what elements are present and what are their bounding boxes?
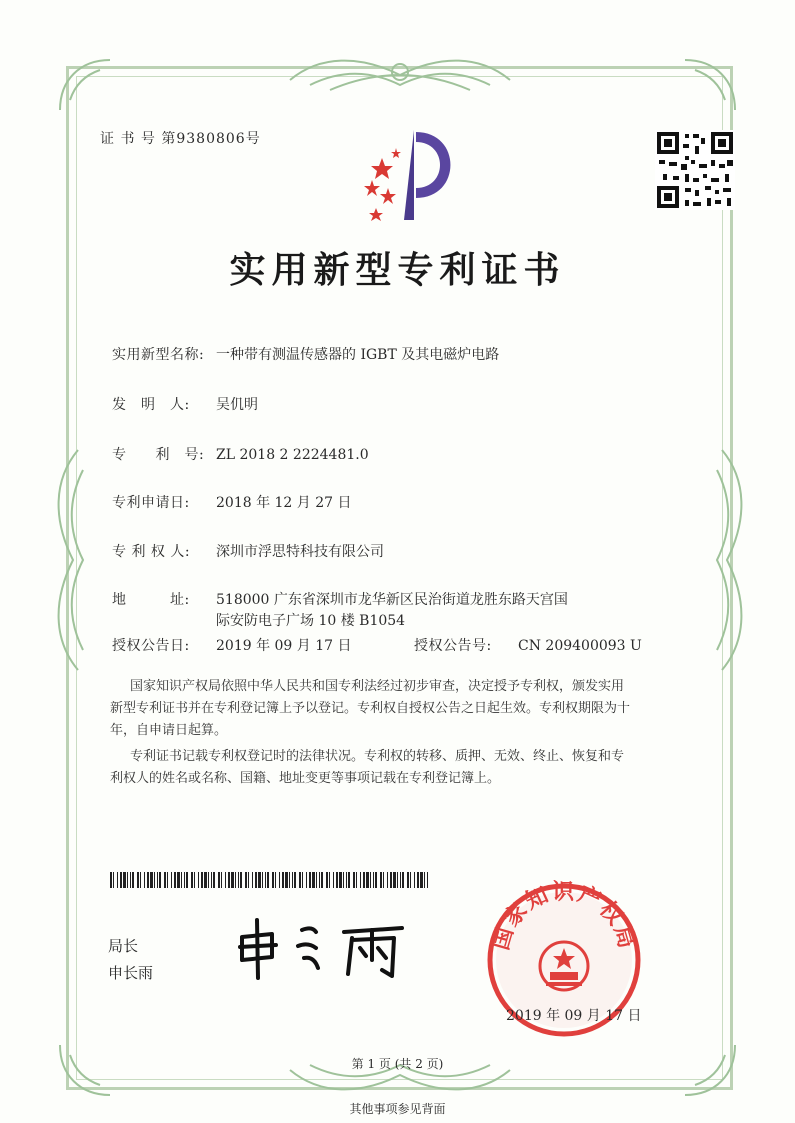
field-value: 吴仉明 bbox=[216, 397, 258, 413]
director-signature bbox=[232, 912, 412, 982]
qr-code bbox=[655, 130, 735, 210]
field-label: 地 址: bbox=[112, 592, 190, 608]
field-patent-number bbox=[112, 445, 369, 465]
field-value: 2019 年 09 月 17 日 bbox=[216, 638, 352, 654]
page-number: 第 1 页 (共 2 页) bbox=[351, 1057, 444, 1071]
cnipa-logo bbox=[352, 120, 472, 232]
paragraph-line: 新型专利证书并在专利登记簿上予以登记。专利权自授权公告之日起生效。专利权期限为十 bbox=[110, 701, 631, 716]
director-name: 申长雨 bbox=[108, 964, 154, 982]
field-value: 2018 年 12 月 27 日 bbox=[216, 495, 352, 511]
field-label: 专 利 权 人: bbox=[112, 544, 191, 560]
paragraph-line: 国家知识产权局依照中华人民共和国专利法经过初步审查，决定授予专利权，颁发实用 bbox=[130, 679, 625, 694]
director-title: 局长 bbox=[108, 937, 139, 955]
field-value: CN 209400093 U bbox=[518, 638, 642, 654]
corner-ornament-tl bbox=[55, 55, 115, 115]
paragraph-line: 专利证书记载专利权登记时的法律状况。专利权的转移、质押、无效、终止、恢复和专 bbox=[130, 749, 625, 764]
footer-note: 其他事项参见背面 bbox=[349, 1102, 446, 1116]
barcode bbox=[110, 872, 430, 888]
field-label: 授权公告号: bbox=[414, 638, 492, 654]
field-value: 518000 广东省深圳市龙华新区民治街道龙胜东路天宫国 bbox=[216, 592, 568, 608]
field-value: 深圳市浮思特科技有限公司 bbox=[216, 544, 384, 560]
field-label: 发 明 人: bbox=[112, 397, 190, 413]
field-address bbox=[112, 590, 568, 610]
field-label: 专 利 号: bbox=[112, 447, 205, 463]
field-label: 授权公告日: bbox=[112, 638, 190, 654]
field-label: 专利申请日: bbox=[112, 495, 190, 511]
top-ornament bbox=[280, 50, 520, 100]
field-grant-number bbox=[414, 636, 642, 656]
certificate-title: 实用新型专利证书 bbox=[229, 250, 566, 291]
field-patentee bbox=[112, 542, 384, 562]
field-address-line2: 际安防电子广场 10 楼 B1054 bbox=[216, 613, 406, 629]
certificate-number: 证 书 号 第9380806号 bbox=[100, 131, 261, 147]
field-inventor bbox=[112, 395, 258, 415]
field-value: 一种带有测温传感器的 IGBT 及其电磁炉电路 bbox=[216, 347, 500, 363]
seal-date: 2019 年 09 月 17 日 bbox=[506, 1008, 642, 1024]
right-ornament bbox=[712, 440, 752, 680]
seal-text: 国家知识产权局 bbox=[488, 880, 640, 953]
field-application-date bbox=[112, 493, 352, 513]
field-name bbox=[112, 345, 499, 365]
field-grant-date bbox=[112, 636, 352, 656]
field-label: 实用新型名称: bbox=[112, 347, 205, 363]
field-value: ZL 2018 2 2224481.0 bbox=[216, 447, 369, 463]
left-ornament bbox=[48, 440, 88, 680]
corner-ornament-tr bbox=[680, 55, 740, 115]
paragraph-line: 利权人的姓名或名称、国籍、地址变更等事项记载在专利登记簿上。 bbox=[110, 771, 501, 786]
paragraph-line: 年，自申请日起算。 bbox=[110, 723, 228, 738]
